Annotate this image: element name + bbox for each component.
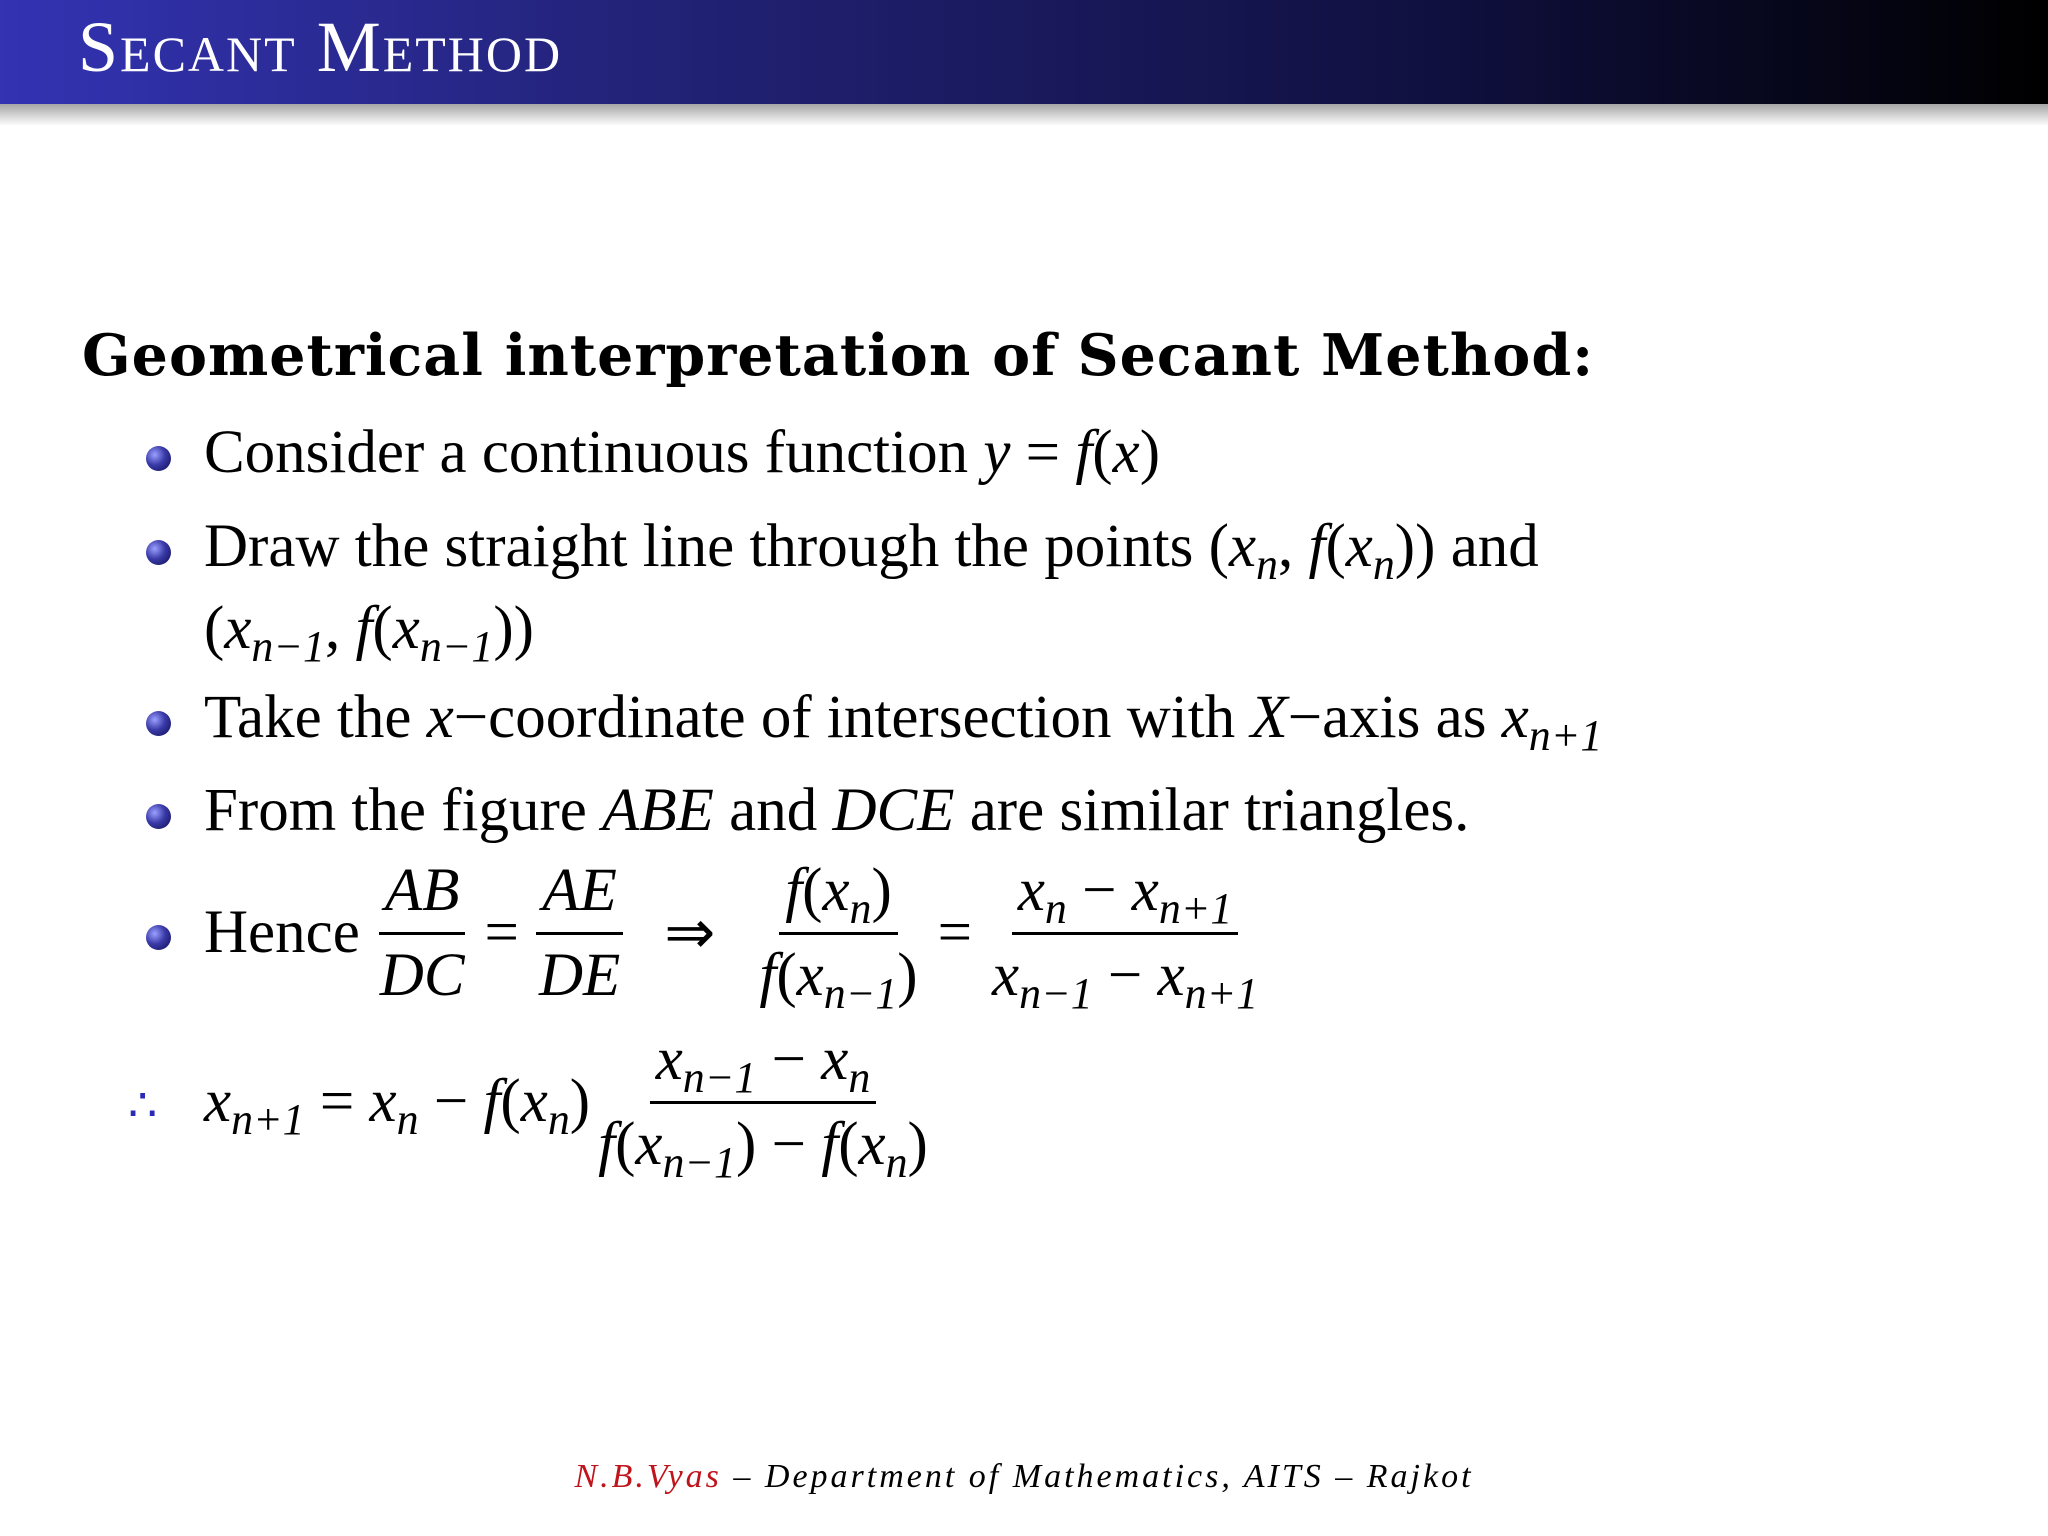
math-formula-lhs: $x_{n+1} = x_n - f(x_n)$ [204, 1068, 591, 1145]
fraction-AE-DE: $\frac{AE}{DE}$ [533, 856, 626, 1011]
bullet-text: Draw the straight line through the points [204, 513, 1194, 580]
footer-separator: – [1323, 1458, 1367, 1495]
footer-author: N.B.Vyas [574, 1458, 722, 1495]
footer-city: Rajkot [1366, 1458, 1474, 1495]
footer [0, 1458, 2048, 1496]
implies-sign: ⇒ [664, 900, 716, 967]
bullet-item-continuous-function [204, 418, 1160, 488]
bullet-text: are similar triangles. [969, 777, 1470, 844]
bullet-item-x-coordinate: Take the x−coordinate of intersection with X−axis as $x_{n+1}$ [204, 684, 1603, 761]
math-DCE: DCE [832, 777, 955, 844]
bullet-item-hence-equation [204, 856, 1278, 1018]
math-ABE: ABE [602, 777, 714, 844]
bullet-text: Take the [204, 684, 412, 751]
bullet-text: Hence [204, 899, 360, 966]
fraction-x-ratio: $\frac{x_n - x_{n+1}}{x_{n-1} - x_{n+1}}$ [992, 856, 1259, 1018]
fraction-AB-DC: $\frac{AB}{DC}$ [379, 856, 465, 1009]
bullet-text: and [729, 777, 818, 844]
title-bar-shadow [0, 104, 2048, 126]
bullet-icon [146, 540, 171, 565]
math-x: x [426, 684, 454, 751]
equals-sign: = [937, 899, 973, 966]
footer-separator: – [721, 1458, 765, 1495]
slide-title: Secant Method [78, 7, 563, 87]
math-expression: y = f(x) [983, 419, 1161, 486]
bullet-icon [146, 711, 171, 736]
bullet-text: From the figure [204, 777, 587, 844]
bullet-icon [146, 804, 171, 829]
math-X: X [1250, 684, 1288, 751]
bullet-icon [146, 925, 171, 950]
math-point-n-minus-1: ($x_{n-1}$, $f(x_{n-1})$) [204, 595, 534, 672]
math-x-n-plus-1: $x_{n+1}$ [1501, 684, 1603, 761]
bullet-text: coordinate of intersection with [488, 684, 1236, 751]
fraction-secant-formula: $\frac{x_{n-1} - x_n}{f(x_{n-1}) - f(x_n)}$ [598, 1025, 928, 1187]
math-point-n: ($x_n$, $f(x_n)$) [1208, 513, 1436, 590]
bullet-text: Consider a continuous function [204, 419, 969, 486]
bullet-text: axis as [1322, 684, 1487, 751]
bullet-item-similar-triangles [204, 776, 1469, 846]
section-heading: Geometrical interpretation of Secant Method: [82, 322, 1595, 389]
bullet-text: and [1450, 513, 1539, 580]
footer-department: Department of Mathematics, AITS [764, 1458, 1324, 1495]
secant-formula [204, 1022, 948, 1187]
bullet-item-draw-line [204, 512, 1539, 590]
fraction-f-ratio: $\frac{f(x_n)}{f(x_{n-1})}$ [759, 856, 918, 1018]
equals-sign: = [484, 899, 519, 966]
bullet-icon [146, 446, 171, 471]
therefore-symbol: ∴ [128, 1078, 158, 1132]
